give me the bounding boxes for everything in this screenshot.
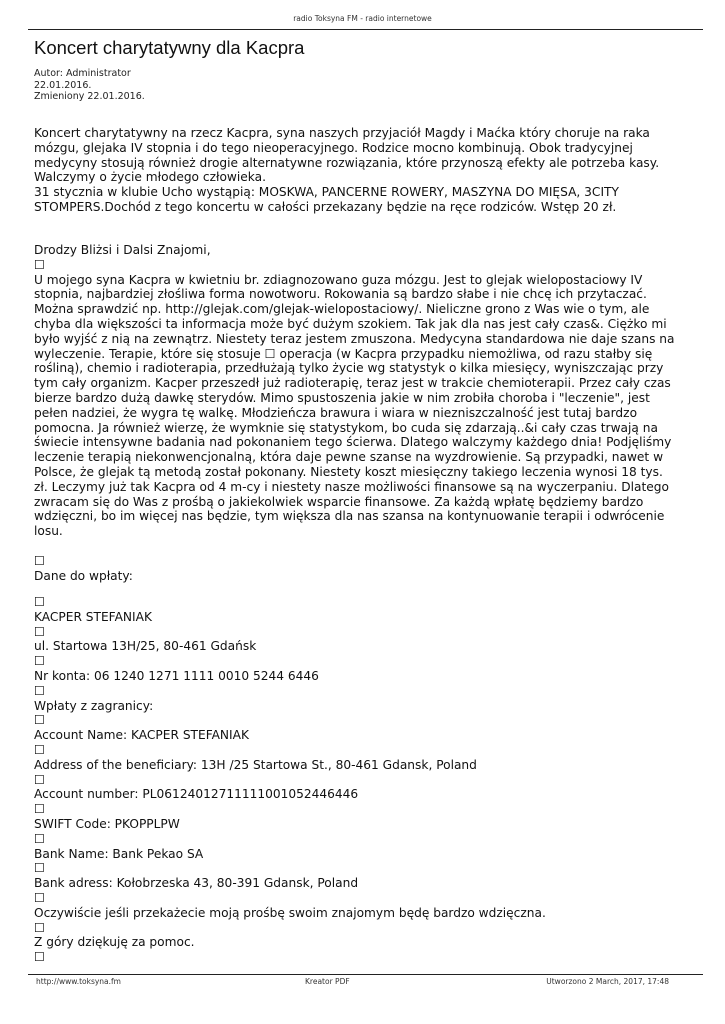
modified-date: Zmieniony 22.01.2016. [34, 91, 145, 102]
letter-body [34, 243, 702, 583]
letter-line: bierze bardzo dużą dawkę sterydów. Mimo spustoszenia jakie w nim zrobiła choroba i "leczenie", jest [34, 390, 650, 405]
bank-detail-line: Bank adress: Kołobrzeska 43, 80-391 Gdansk, Poland [34, 876, 359, 891]
bank-detail-line: Address of the beneficiary: 13H /25 Startowa St., 80-461 Gdansk, Poland [34, 757, 477, 772]
placeholder-box: ☐ [34, 742, 45, 757]
publish-date: 22.01.2016. [34, 79, 92, 91]
placeholder-box: ☐ [34, 920, 45, 935]
letter-line: pełen nadziei, że wygra tę walkę. Młodzieńcza brawura i wiara w niezniszczalność jest tutaj bardzo [34, 405, 638, 420]
letter-line: U mojego syna Kacpra w kwietniu br. zdiagnozowano guza mózgu. Jest to glejak wielopostaciowy IV [34, 272, 643, 287]
letter-line: chyba dla większości ta informacja może być dużym szokiem. Tak jak dla nas jest cały czas&. Ciężko mi [34, 316, 667, 331]
letter-line: zwracam się do Was z prośbą o jakiekolwiek wsparcie finansowe. Za każdą wpłatę będziemy bardzo [34, 494, 644, 509]
payment-heading: Dane do wpłaty: [34, 568, 133, 583]
bank-detail-line: KACPER STEFANIAK [34, 609, 152, 624]
placeholder-box: ☐ [264, 346, 276, 361]
placeholder-box: ☐ [34, 713, 45, 728]
intro-line: mózgu, glejaka IV stopnia i do tego nieoperacyjnego. Rodzice mocno kombinują. Obok tradycyjnej [34, 140, 633, 155]
placeholder-box: ☐ [34, 553, 45, 568]
bank-detail-line: Bank Name: Bank Pekao SA [34, 846, 204, 861]
letter-line: wdzięczni, bo im więcej nas będzie, tym większa dla nas szansa na kontynuowanie terapii i odwrócenie [34, 509, 665, 524]
letter-line: leczenie terapią niekonwencjonalną, która daje pewne szanse na wyzdrowienie. Są przypadki, nawet w [34, 450, 664, 465]
letter-line-part: operacja (w Kacpra przypadku niemożliwa, od razu stałby się [275, 346, 653, 361]
letter-line: świecie intensywne badania nad pokonaniem tego ścierwa. Dlatego walczymy każdego dnia! Podjęliśmy [34, 435, 672, 450]
placeholder-box: ☐ [34, 624, 45, 639]
footer-divider [28, 974, 703, 975]
intro-paragraph [34, 126, 702, 215]
footer-created: Utworzono 2 March, 2017, 17:48 [546, 977, 669, 986]
bank-detail-line: ul. Startowa 13H/25, 80-461 Gdańsk [34, 639, 257, 654]
letter-line [34, 539, 702, 554]
placeholder-box: ☐ [34, 683, 45, 698]
header-divider [28, 29, 703, 30]
article-meta [34, 68, 145, 103]
intro-line: STOMPERS.Dochód z tego koncertu w całości przekazany będzie na ręce rodziców. Wstęp 20 zł. [34, 199, 617, 214]
letter-line-part: wyleczenie. Terapie, które się stosuje [34, 346, 265, 361]
placeholder-box: ☐ [34, 861, 45, 876]
letter-line: pomocna. Ja również wierzę, że wymknie się statystykom, bo cuda się zdarzają..&i cały czas trwają na [34, 420, 658, 435]
placeholder-box: ☐ [34, 890, 45, 905]
placeholder-box: ☐ [34, 257, 45, 272]
bank-details [34, 595, 702, 965]
placeholder-box: ☐ [34, 595, 45, 609]
letter-line: losu. [34, 524, 63, 539]
bank-detail-line: Oczywiście jeśli przekażecie moją prośbę swoim znajomym będę bardzo wdzięczna. [34, 905, 546, 920]
intro-line: 31 stycznia w klubie Ucho wystąpią: MOSKWA, PANCERNE ROWERY, MASZYNA DO MIĘSA, 3CITY [34, 185, 619, 200]
placeholder-box: ☐ [34, 831, 45, 846]
letter-line: rośliną), chemio i radioterapia, przedłużają tylko życie wg statystyk o kilka miesięcy, wyniszczając przy [34, 361, 664, 376]
letter-line: było wyjść z nią na zewnątrz. Niestety teraz jestem zmuszona. Medycyna standardowa nie daje szans na [34, 331, 675, 346]
placeholder-box: ☐ [34, 772, 45, 787]
article-title: Koncert charytatywny dla Kacpra [34, 37, 305, 58]
bank-detail-line: Account Name: KACPER STEFANIAK [34, 728, 249, 743]
placeholder-box: ☐ [34, 802, 45, 817]
bank-detail-line: Wpłaty z zagranicy: [34, 698, 154, 713]
bank-detail-line: SWIFT Code: PKOPPLPW [34, 816, 180, 831]
footer-url: http://www.toksyna.fm [36, 977, 121, 986]
intro-line: Walczymy o życie młodego człowieka. [34, 170, 266, 185]
letter-line: stopnia, najbardziej złośliwa forma nowotworu. Rokowania są bardzo słabe i nie chcę ich przytaczać. [34, 287, 647, 302]
placeholder-box: ☐ [34, 950, 45, 965]
letter-greeting: Drodzy Bliżsi i Dalsi Znajomi, [34, 243, 211, 257]
letter-line-with-box [34, 347, 702, 362]
letter-line: zł. Leczymy już tak Kacpra od 4 m-cy i niestety nasze możliwości finansowe są na wyczerpaniu. Dlatego [34, 479, 669, 494]
letter-line: tym cały organizm. Kacper przeszedł już radioterapię, teraz jest w trakcie chemioterapii. Przez cały czas [34, 376, 671, 391]
footer-creator: Kreator PDF [305, 977, 350, 986]
letter-line: Można sprawdzić np. http://glejak.com/glejak-wielopostaciowy/. Nieliczne grono z Was wie o tym, ale [34, 302, 650, 317]
author-line: Autor: Administrator [34, 68, 131, 79]
site-header: radio Toksyna FM - radio internetowe [293, 14, 432, 23]
bank-detail-line: Account number: PL06124012711111001052446446 [34, 787, 359, 802]
bank-detail-line: Nr konta: 06 1240 1271 1111 0010 5244 6446 [34, 668, 319, 683]
placeholder-box: ☐ [34, 654, 45, 669]
intro-line: medycyny stosują również drogie alternatywne rozwiązania, które przynoszą efekty ale potrzeba kasy. [34, 155, 660, 170]
letter-line: Polsce, że glejak tą metodą został pokonany. Niestety koszt miesięczny takiego leczenia wynosi 18 tys. [34, 464, 663, 479]
intro-line: Koncert charytatywny na rzecz Kacpra, syna naszych przyjaciół Magdy i Maćka który choruje na raka [34, 126, 650, 140]
bank-detail-line: Z góry dziękuję za pomoc. [34, 935, 195, 950]
